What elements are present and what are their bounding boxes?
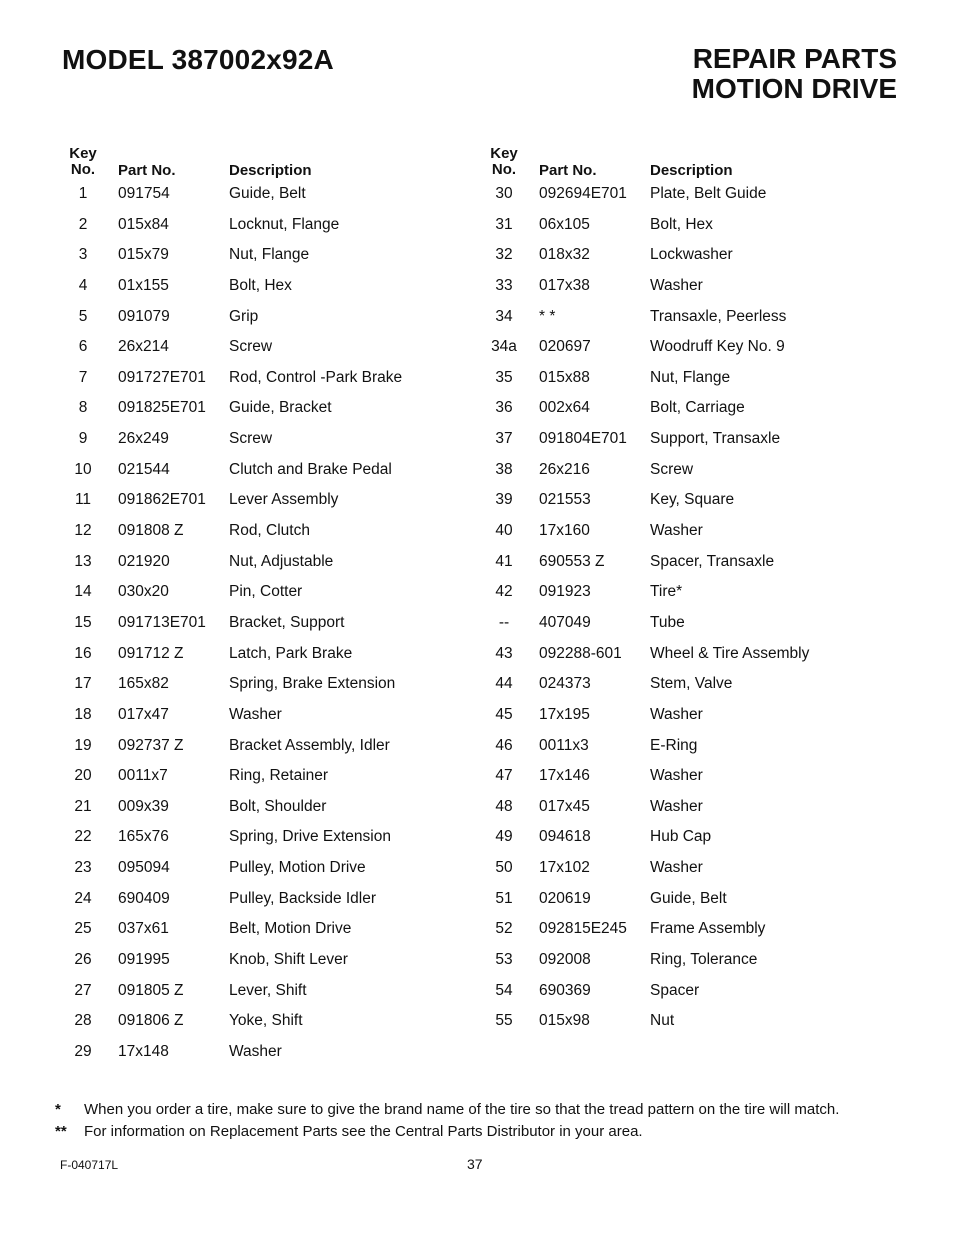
- description-cell: Support, Transaxle: [650, 430, 781, 448]
- key-no-cell: 53: [495, 951, 513, 969]
- description-cell: Nut: [650, 1012, 675, 1030]
- key-no-cell: 55: [495, 1012, 513, 1030]
- table-row: [421, 522, 954, 553]
- section-title: [692, 44, 897, 104]
- table-row: [0, 737, 477, 768]
- part-no-cell: 020697: [539, 338, 591, 356]
- table-row: [421, 675, 954, 706]
- description-header: Description: [229, 162, 312, 179]
- part-no-cell: 015x84: [118, 215, 169, 233]
- key-no-cell: 14: [74, 583, 92, 601]
- key-no-cell: 6: [78, 338, 88, 356]
- key-no-cell: 9: [78, 430, 88, 448]
- key-no-cell: 37: [495, 430, 513, 448]
- part-no-cell: 690369: [539, 981, 591, 999]
- part-no-cell: * *: [539, 307, 556, 325]
- key-header-line1: Key: [490, 145, 518, 162]
- description-cell: Guide, Belt: [650, 889, 727, 907]
- description-cell: Nut, Adjustable: [229, 552, 334, 570]
- key-no-cell: 4: [78, 276, 88, 294]
- table-row: [0, 338, 477, 369]
- part-no-cell: 690553 Z: [539, 552, 605, 570]
- description-cell: Spring, Brake Extension: [229, 675, 396, 693]
- part-no-cell: 094618: [539, 828, 591, 846]
- description-cell: Spacer, Transaxle: [650, 552, 775, 570]
- part-no-cell: 091862E701: [118, 491, 206, 509]
- key-no-cell: 31: [495, 215, 513, 233]
- description-cell: Rod, Clutch: [229, 522, 310, 540]
- part-no-cell: 030x20: [118, 583, 169, 601]
- key-no-cell: 2: [78, 215, 88, 233]
- table-row: [421, 216, 954, 247]
- part-no-cell: 015x79: [118, 246, 169, 264]
- part-no-cell: 095094: [118, 859, 170, 877]
- part-no-header: Part No.: [539, 162, 597, 179]
- table-row: [0, 1043, 477, 1074]
- part-no-cell: 01x155: [118, 276, 169, 294]
- key-no-cell: 32: [495, 246, 513, 264]
- key-no-cell: 36: [495, 399, 513, 417]
- table-row: [0, 951, 477, 982]
- key-no-header: [63, 146, 103, 178]
- part-no-cell: 009x39: [118, 797, 169, 815]
- key-no-cell: 42: [495, 583, 513, 601]
- key-no-cell: 13: [74, 552, 92, 570]
- key-no-cell: 40: [495, 522, 513, 540]
- key-header-line2: No.: [491, 161, 517, 178]
- part-no-cell: 165x82: [118, 675, 169, 693]
- description-cell: Clutch and Brake Pedal: [229, 460, 392, 478]
- key-no-cell: 21: [74, 797, 92, 815]
- description-cell: Belt, Motion Drive: [229, 920, 352, 938]
- part-no-cell: 26x249: [118, 430, 169, 448]
- key-no-cell: 52: [495, 920, 513, 938]
- key-no-cell: 20: [74, 767, 92, 785]
- key-no-cell: 26: [74, 951, 92, 969]
- description-cell: Bolt, Shoulder: [229, 797, 327, 815]
- part-no-cell: 017x38: [539, 276, 590, 294]
- key-no-cell: 46: [495, 736, 513, 754]
- key-no-cell: 39: [495, 491, 513, 509]
- description-cell: E-Ring: [650, 736, 698, 754]
- part-no-cell: 017x47: [118, 705, 169, 723]
- table-row: [0, 920, 477, 951]
- table-row: [421, 491, 954, 522]
- key-no-cell: 16: [74, 644, 92, 662]
- part-no-cell: 0011x7: [118, 767, 168, 785]
- description-cell: Pin, Cotter: [229, 583, 303, 601]
- key-no-cell: 38: [495, 460, 513, 478]
- section-title-line2: MOTION DRIVE: [691, 73, 897, 104]
- description-cell: Guide, Bracket: [229, 399, 332, 417]
- table-row: [0, 798, 477, 829]
- table-row: [421, 890, 954, 921]
- key-no-cell: 28: [74, 1012, 92, 1030]
- table-row: [421, 430, 954, 461]
- table-row: [421, 461, 954, 492]
- table-row: [421, 553, 954, 584]
- key-no-cell: 18: [74, 705, 92, 723]
- key-no-header: [484, 146, 524, 178]
- key-no-cell: 41: [495, 552, 513, 570]
- table-row: [0, 859, 477, 890]
- table-row: [421, 951, 954, 982]
- key-no-cell: --: [498, 613, 510, 631]
- table-row: [421, 859, 954, 890]
- table-row: [0, 1012, 477, 1043]
- key-no-cell: 17: [74, 675, 92, 693]
- table-row: [0, 185, 477, 216]
- part-no-cell: 091825E701: [118, 399, 206, 417]
- key-no-cell: 43: [495, 644, 513, 662]
- part-no-cell: 091713E701: [118, 613, 206, 631]
- table-row: [421, 767, 954, 798]
- description-cell: Washer: [650, 705, 703, 723]
- part-no-cell: 021553: [539, 491, 591, 509]
- table-row: [0, 553, 477, 584]
- table-header-right: [421, 145, 954, 185]
- footnote-mark: *: [55, 1101, 61, 1118]
- table-row: [421, 614, 954, 645]
- part-no-cell: 165x76: [118, 828, 169, 846]
- key-no-cell: 7: [78, 368, 88, 386]
- part-no-cell: 091995: [118, 951, 170, 969]
- description-header: Description: [650, 162, 733, 179]
- table-row: [421, 798, 954, 829]
- description-cell: Nut, Flange: [650, 368, 731, 386]
- table-row: [0, 522, 477, 553]
- part-no-cell: 091712 Z: [118, 644, 184, 662]
- description-cell: Spacer: [650, 981, 700, 999]
- footnote-mark: **: [55, 1123, 67, 1140]
- key-no-cell: 33: [495, 276, 513, 294]
- part-no-cell: 092008: [539, 951, 591, 969]
- description-cell: Transaxle, Peerless: [650, 307, 787, 325]
- table-row: [421, 645, 954, 676]
- key-no-cell: 45: [495, 705, 513, 723]
- description-cell: Bolt, Hex: [229, 276, 292, 294]
- footnote-text: When you order a tire, make sure to give the brand name of the tire so that the tread pattern on the tire will match.: [84, 1101, 840, 1118]
- key-no-cell: 27: [74, 981, 92, 999]
- form-code: F-040717L: [60, 1158, 119, 1172]
- part-no-cell: 091806 Z: [118, 1012, 184, 1030]
- key-no-cell: 50: [495, 859, 513, 877]
- part-no-cell: 17x160: [539, 522, 590, 540]
- table-row: [0, 828, 477, 859]
- part-no-cell: 020619: [539, 889, 591, 907]
- description-cell: Lever Assembly: [229, 491, 339, 509]
- table-row: [0, 675, 477, 706]
- description-cell: Washer: [650, 767, 703, 785]
- table-row: [421, 277, 954, 308]
- description-cell: Hub Cap: [650, 828, 712, 846]
- description-cell: Tire*: [650, 583, 683, 601]
- key-no-cell: 22: [74, 828, 92, 846]
- key-no-cell: 44: [495, 675, 513, 693]
- table-row: [421, 399, 954, 430]
- key-no-cell: 25: [74, 920, 92, 938]
- parts-rows-left: [0, 185, 477, 1074]
- description-cell: Grip: [229, 307, 259, 325]
- table-row: [0, 645, 477, 676]
- key-no-cell: 34: [495, 307, 513, 325]
- description-cell: Lockwasher: [650, 246, 733, 264]
- part-no-cell: 26x216: [539, 460, 590, 478]
- part-no-cell: 021920: [118, 552, 170, 570]
- table-row: [421, 246, 954, 277]
- description-cell: Woodruff Key No. 9: [650, 338, 785, 356]
- description-cell: Knob, Shift Lever: [229, 951, 348, 969]
- key-no-cell: 30: [495, 185, 513, 202]
- description-cell: Key, Square: [650, 491, 735, 509]
- footnote-text: For information on Replacement Parts see the Central Parts Distributor in your area.: [84, 1123, 643, 1140]
- description-cell: Pulley, Backside Idler: [229, 889, 377, 907]
- description-cell: Screw: [229, 338, 273, 356]
- part-no-cell: 092815E245: [539, 920, 627, 938]
- part-no-cell: 091727E701: [118, 368, 206, 386]
- table-row: [421, 185, 954, 216]
- key-no-cell: 48: [495, 797, 513, 815]
- part-no-cell: 17x195: [539, 705, 590, 723]
- description-cell: Plate, Belt Guide: [650, 185, 767, 202]
- part-no-cell: 091804E701: [539, 430, 627, 448]
- table-row: [421, 583, 954, 614]
- table-row: [0, 430, 477, 461]
- key-no-cell: 15: [74, 613, 92, 631]
- section-title-line1: REPAIR PARTS: [692, 43, 897, 74]
- part-no-cell: 024373: [539, 675, 591, 693]
- description-cell: Ring, Retainer: [229, 767, 329, 785]
- table-row: [0, 369, 477, 400]
- part-no-cell: 091754: [118, 185, 170, 202]
- table-row: [0, 308, 477, 339]
- table-row: [0, 583, 477, 614]
- table-row: [0, 614, 477, 645]
- description-cell: Washer: [229, 705, 282, 723]
- description-cell: Washer: [650, 797, 703, 815]
- key-header-line2: No.: [70, 161, 96, 178]
- table-row: [0, 982, 477, 1013]
- table-row: [421, 369, 954, 400]
- description-cell: Locknut, Flange: [229, 215, 340, 233]
- table-row: [421, 308, 954, 339]
- key-no-cell: 47: [495, 767, 513, 785]
- description-cell: Washer: [229, 1042, 282, 1060]
- table-row: [0, 399, 477, 430]
- parts-table-left: [0, 145, 477, 1074]
- key-no-cell: 24: [74, 889, 92, 907]
- key-no-cell: 51: [495, 889, 513, 907]
- key-no-cell: 34a: [491, 338, 517, 356]
- table-row: [421, 1012, 954, 1043]
- table-row: [421, 828, 954, 859]
- part-no-cell: 092737 Z: [118, 736, 184, 754]
- description-cell: Screw: [229, 430, 273, 448]
- part-no-cell: 017x45: [539, 797, 590, 815]
- description-cell: Lever, Shift: [229, 981, 307, 999]
- part-no-cell: 015x88: [539, 368, 590, 386]
- description-cell: Bolt, Hex: [650, 215, 713, 233]
- parts-rows-right: [421, 185, 954, 1043]
- key-no-cell: 8: [78, 399, 88, 417]
- description-cell: Latch, Park Brake: [229, 644, 353, 662]
- part-no-cell: 002x64: [539, 399, 590, 417]
- part-no-cell: 015x98: [539, 1012, 590, 1030]
- description-cell: Bracket Assembly, Idler: [229, 736, 390, 754]
- key-no-cell: 10: [74, 460, 92, 478]
- part-no-cell: 17x146: [539, 767, 590, 785]
- table-row: [0, 491, 477, 522]
- description-cell: Pulley, Motion Drive: [229, 859, 366, 877]
- description-cell: Ring, Tolerance: [650, 951, 758, 969]
- description-cell: Guide, Belt: [229, 185, 306, 202]
- table-header-left: [0, 145, 477, 185]
- key-no-cell: 12: [74, 522, 92, 540]
- part-no-cell: 091923: [539, 583, 591, 601]
- part-no-cell: 091808 Z: [118, 522, 184, 540]
- table-row: [0, 461, 477, 492]
- part-no-cell: 06x105: [539, 215, 590, 233]
- key-no-cell: 54: [495, 981, 513, 999]
- table-row: [421, 737, 954, 768]
- key-no-cell: 11: [74, 491, 92, 509]
- table-row: [421, 982, 954, 1013]
- key-no-cell: 23: [74, 859, 92, 877]
- description-cell: Screw: [650, 460, 694, 478]
- description-cell: Tube: [650, 613, 685, 631]
- key-no-cell: 29: [74, 1042, 92, 1060]
- description-cell: Washer: [650, 522, 703, 540]
- description-cell: Stem, Valve: [650, 675, 733, 693]
- table-row: [0, 277, 477, 308]
- part-no-header: Part No.: [118, 162, 176, 179]
- table-row: [421, 706, 954, 737]
- key-no-cell: 1: [78, 185, 88, 202]
- parts-table-right: [421, 145, 954, 1043]
- description-cell: Wheel & Tire Assembly: [650, 644, 810, 662]
- part-no-cell: 092694E701: [539, 185, 627, 202]
- description-cell: Bracket, Support: [229, 613, 345, 631]
- table-row: [0, 706, 477, 737]
- part-no-cell: 17x102: [539, 859, 590, 877]
- part-no-cell: 17x148: [118, 1042, 169, 1060]
- part-no-cell: 091079: [118, 307, 170, 325]
- table-row: [0, 767, 477, 798]
- part-no-cell: 091805 Z: [118, 981, 184, 999]
- key-no-cell: 3: [78, 246, 88, 264]
- description-cell: Yoke, Shift: [229, 1012, 303, 1030]
- description-cell: Washer: [650, 859, 703, 877]
- part-no-cell: 0011x3: [539, 736, 589, 754]
- page-number: 37: [467, 1156, 483, 1172]
- description-cell: Rod, Control -Park Brake: [229, 368, 403, 386]
- part-no-cell: 407049: [539, 613, 591, 631]
- key-no-cell: 19: [74, 736, 92, 754]
- description-cell: Washer: [650, 276, 703, 294]
- part-no-cell: 021544: [118, 460, 170, 478]
- description-cell: Spring, Drive Extension: [229, 828, 391, 846]
- part-no-cell: 092288-601: [539, 644, 622, 662]
- model-title: MODEL 387002x92A: [62, 44, 334, 75]
- table-row: [421, 338, 954, 369]
- part-no-cell: 690409: [118, 889, 170, 907]
- key-header-line1: Key: [69, 145, 97, 162]
- description-cell: Bolt, Carriage: [650, 399, 745, 417]
- part-no-cell: 018x32: [539, 246, 590, 264]
- description-cell: Nut, Flange: [229, 246, 310, 264]
- table-row: [421, 920, 954, 951]
- key-no-cell: 49: [495, 828, 513, 846]
- part-no-cell: 037x61: [118, 920, 169, 938]
- part-no-cell: 26x214: [118, 338, 169, 356]
- key-no-cell: 35: [495, 368, 513, 386]
- table-row: [0, 890, 477, 921]
- table-row: [0, 246, 477, 277]
- description-cell: Frame Assembly: [650, 920, 766, 938]
- table-row: [0, 216, 477, 247]
- key-no-cell: 5: [78, 307, 88, 325]
